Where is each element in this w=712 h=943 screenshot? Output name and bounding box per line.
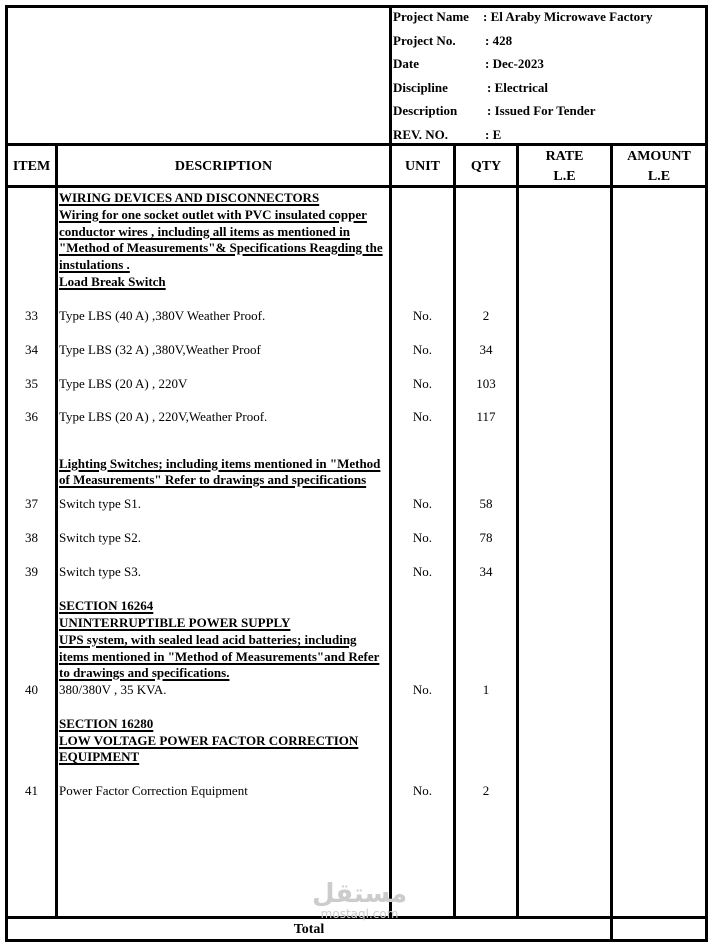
column-header-qty: QTY (470, 159, 502, 174)
section-heading: WIRING DEVICES AND DISCONNECTORS (59, 190, 320, 205)
divider (610, 145, 613, 942)
item-number: 36 (25, 409, 38, 424)
section-text: of Measurements" Refer to drawings and specifications (59, 472, 367, 487)
section-text: "Method of Measurements"& Specifications Reagding the (59, 240, 383, 255)
item-description: Type LBS (20 A) , 220V (59, 376, 188, 391)
column-header-item: ITEM (12, 159, 51, 174)
item-description: Switch type S3. (59, 564, 141, 579)
rev-value: : E (485, 127, 502, 142)
description-value: : Issued For Tender (487, 103, 596, 118)
divider (55, 145, 58, 918)
divider (389, 5, 392, 145)
section-subheading: Load Break Switch (59, 274, 166, 289)
column-header-amount: AMOUNT (627, 149, 691, 164)
item-description: Switch type S1. (59, 496, 141, 511)
item-unit: No. (412, 409, 433, 424)
item-qty: 2 (482, 783, 490, 798)
item-qty: 34 (479, 342, 493, 357)
section-text: conductor wires , including all items as mentioned in (59, 224, 350, 239)
item-description: Type LBS (20 A) , 220V,Weather Proof. (59, 409, 268, 424)
section-text: to drawings and specifications. (59, 665, 230, 680)
item-qty: 1 (482, 682, 490, 697)
rev-label: REV. NO. (393, 127, 449, 142)
total-label: Total (293, 922, 325, 937)
discipline-value: : Electrical (487, 80, 548, 95)
project-no-label: Project No. (393, 33, 456, 48)
item-qty: 103 (476, 376, 496, 391)
project-no-value: : 428 (485, 33, 513, 48)
project-name-label: Project Name (393, 9, 469, 24)
column-header-unit: UNIT (404, 159, 440, 174)
item-number: 39 (25, 564, 38, 579)
item-qty: 78 (479, 530, 493, 545)
section-title: UNINTERRUPTIBLE POWER SUPPLY (59, 615, 291, 630)
column-header-description: DESCRIPTION (174, 159, 273, 174)
item-unit: No. (412, 530, 433, 545)
date-label: Date (393, 56, 419, 71)
item-qty: 34 (479, 564, 493, 579)
item-number: 33 (25, 308, 38, 323)
item-description: Switch type S2. (59, 530, 141, 545)
watermark-logo (312, 880, 407, 920)
date-value: : Dec-2023 (485, 56, 544, 71)
item-number: 38 (25, 530, 38, 545)
item-unit: No. (412, 376, 433, 391)
item-description: Type LBS (32 A) ,380V,Weather Proof (59, 342, 261, 357)
item-qty: 117 (476, 409, 496, 424)
item-unit: No. (412, 496, 433, 511)
section-heading: SECTION 16264 (59, 598, 154, 613)
project-name-value: : El Araby Microwave Factory (483, 9, 653, 24)
item-number: 34 (25, 342, 38, 357)
column-header-rate-unit: L.E (553, 169, 576, 184)
item-unit: No. (412, 564, 433, 579)
item-unit: No. (412, 783, 433, 798)
section-text: UPS system, with sealed lead acid batteries; including (59, 632, 357, 647)
divider (516, 145, 519, 918)
item-unit: No. (412, 682, 433, 697)
watermark-arabic: مستقل (312, 879, 408, 909)
discipline-label: Discipline (393, 80, 448, 95)
column-header-rate: RATE (545, 149, 584, 164)
section-text: Lighting Switches; including items mentioned in "Method (59, 456, 381, 471)
watermark-latin: mostaql.com (320, 907, 399, 921)
divider (5, 143, 708, 146)
section-text: Wiring for one socket outlet with PVC insulated copper (59, 207, 367, 222)
section-text: items mentioned in "Method of Measurements"and Refer (59, 649, 380, 664)
item-number: 37 (25, 496, 38, 511)
item-description: Type LBS (40 A) ,380V Weather Proof. (59, 308, 266, 323)
section-text: instulations . (59, 257, 130, 272)
section-title: LOW VOLTAGE POWER FACTOR CORRECTION (59, 733, 359, 748)
item-number: 41 (25, 783, 38, 798)
item-unit: No. (412, 342, 433, 357)
column-header-amount-unit: L.E (647, 169, 671, 184)
item-description: 380/380V , 35 KVA. (59, 682, 167, 697)
section-title: EQUIPMENT (59, 749, 140, 764)
item-qty: 2 (482, 308, 490, 323)
item-number: 35 (25, 376, 38, 391)
item-unit: No. (412, 308, 433, 323)
item-number: 40 (25, 682, 38, 697)
description-label: Description (393, 103, 458, 118)
section-heading: SECTION 16280 (59, 716, 154, 731)
item-description: Power Factor Correction Equipment (59, 783, 248, 798)
item-qty: 58 (479, 496, 493, 511)
